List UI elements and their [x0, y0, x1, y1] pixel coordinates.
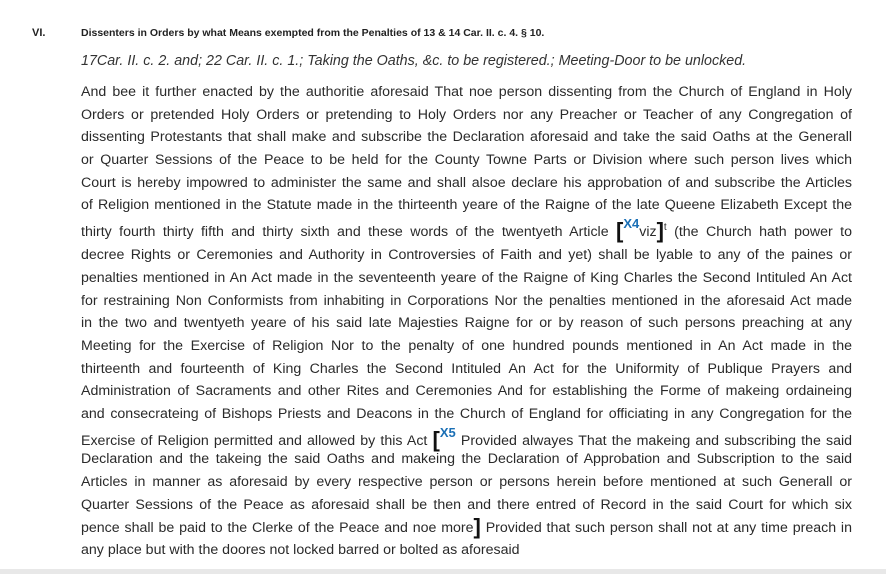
body-line: Orders or pretended Holy Orders or pretending to Holy Orders nor any Preacher or Teacher of any Congregation of: [81, 106, 852, 123]
body-line: [81, 424, 853, 452]
body-line: and consecrateing of Bishops Priests and Deacons in the Church of England for officiating in any Congregation for the: [81, 405, 852, 422]
body-line: And bee it further enacted by the authoritie aforesaid That noe person dissenting from the Church of England in Holy: [81, 84, 852, 100]
body-line: or Quarter Sessions of the Peace to be held for the County Towne Parts or Division where such person lives which: [81, 152, 852, 169]
body-line: penalties mentioned in An Act made in the seventeenth yeare of the Raigne of King Charles the Second Intituled An Act: [81, 269, 852, 286]
body-text-run: (the Church hath power to: [674, 224, 852, 241]
body-line: Articles in manner as aforesaid by every respective person or persons herein before mentioned at such Generall or: [81, 474, 852, 490]
section-number: VI.: [32, 27, 46, 39]
marginal-note: 17Car. II. c. 2. and; 22 Car. II. c. 1.; Taking the Oaths, &c. to be registered.; Meeting-Door to be unlocked.: [81, 53, 747, 69]
body-line: [81, 516, 852, 539]
amended-word: viz: [639, 224, 657, 241]
amendment-reference-link-x5[interactable]: X5: [439, 424, 456, 440]
body-line: dissenting Protestants that shall make and subscribe the Declaration aforesaid and take the said Oaths at the Generall: [81, 129, 852, 146]
body-text-run: Exercise of Religion permitted and allowed by this Act: [81, 432, 428, 449]
amendment-bracket-close: ]: [656, 218, 664, 244]
body-text-run: Provided that such person shall not at any time preach in: [485, 520, 852, 537]
body-line: decree Rights or Ceremonies and Authority in Controversies of Faith and yet) shall be lyable to any of the paines or: [81, 247, 852, 264]
amendment-bracket-close: ]: [473, 514, 481, 540]
body-line: thirteenth and fourteenth of King Charles the Second Intituled An Act for the Uniformity of Publique Prayers and: [81, 360, 852, 377]
body-text-run: Provided alwayes That the makeing and subscribing the said: [460, 432, 853, 449]
bottom-divider: [0, 569, 886, 574]
body-text-run: thirty fourth thirty fifth and thirty sixth and these words of the twentyeth Article: [81, 224, 609, 241]
body-line: Court is hereby impowred to administer the same and shall alsoe declare his approbation of and subscribe the Articles: [81, 174, 852, 191]
body-text-run: pence shall be paid to the Clerke of the Peace and noe more: [81, 520, 474, 537]
body-line: in the two and twentyeth yeare of his said late Majesties Raigne for or by reason of such persons preaching at any: [81, 315, 852, 332]
body-line: of Religion mentioned in the Statute made in the thirteenth yeare of the Raigne of the late Queene Elizabeth Except the: [81, 197, 852, 214]
body-line: Meeting for the Exercise of Religion Nor to the penalty of one hundred pounds mentioned in An Act made in the: [81, 337, 852, 354]
body-line: [81, 217, 852, 244]
section-heading: Dissenters in Orders by what Means exempted from the Penalties of 13 & 14 Car. II. c. 4. § 10.: [81, 27, 545, 39]
amendment-bracket-open: [: [616, 218, 624, 244]
body-line: Declaration and the takeing the said Oaths and makeing the Declaration of Approbation and Subscription to the said: [81, 451, 852, 468]
body-line: Administration of Sacraments and other Rites and Ceremonies And for establishing the Forme of makeing ordaineing: [81, 383, 852, 400]
body-line: for restraining Non Conformists from inhabiting in Corporations Nor the penalties mentioned in the aforesaid Act made: [81, 292, 852, 309]
body-line: Quarter Sessions of the Peace as aforesaid shall be then and there entred of Record in the said Court for which six: [81, 496, 852, 513]
section-body: [81, 81, 852, 562]
body-line: any place but with the doores not locked barred or bolted as aforesaid: [81, 542, 520, 559]
amendment-bracket-open: [: [432, 426, 440, 452]
amendment-reference-link-x4[interactable]: X4: [623, 216, 640, 232]
superscript-t: t: [663, 222, 667, 234]
